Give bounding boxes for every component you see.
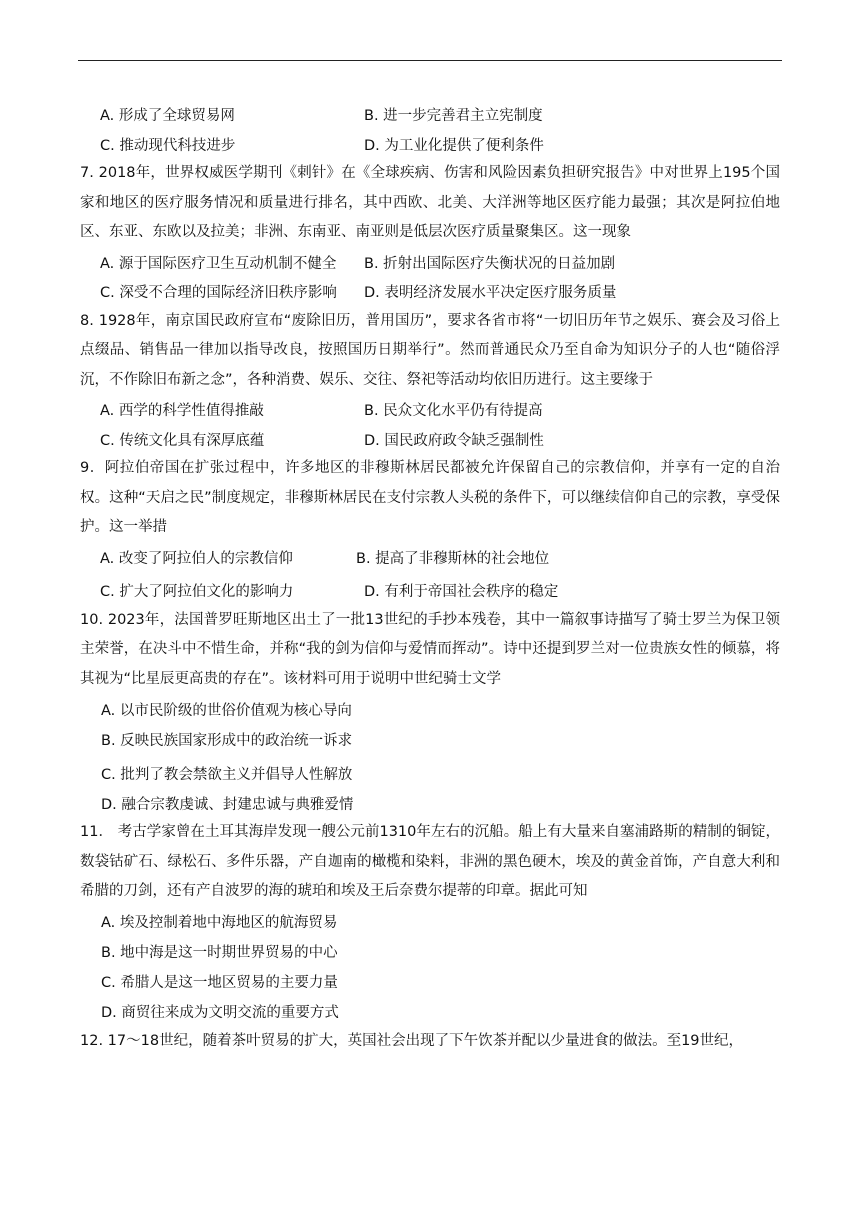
option-d[interactable]: D. 商贸往来成为文明交流的重要方式 [101, 1005, 339, 1021]
option-d[interactable]: D. 有利于帝国社会秩序的稳定 [364, 584, 559, 601]
question-6 [80, 100, 780, 159]
option-c[interactable]: C. 传统文化具有深厚底蕴 [100, 432, 265, 449]
option-c[interactable]: C. 深受不合理的国际经济旧秩序影响 [100, 285, 337, 302]
option-a[interactable]: A. 以市民阶级的世俗价值观为核心导向 [101, 702, 352, 719]
option-b[interactable]: B. 民众文化水平仍有待提高 [364, 403, 543, 420]
question-11 [80, 818, 780, 1027]
option-d[interactable]: D. 融合宗教虔诚、封建忠诚与典雅爱情 [101, 796, 354, 813]
option-b[interactable]: B. 进一步完善君主立宪制度 [364, 108, 543, 125]
option-b[interactable]: B. 折射出国际医疗失衡状况的日益加剧 [364, 255, 616, 272]
option-a[interactable]: A. 改变了阿拉伯人的宗教信仰 [100, 550, 293, 567]
question-stem: 12. 17～18世纪，随着茶叶贸易的扩大，英国社会出现了下午饮茶并配以少量进食的做法。至19世纪， [80, 1032, 744, 1049]
question-12 [80, 1027, 780, 1057]
option-row [80, 395, 780, 425]
option-c[interactable]: C. 希腊人是这一地区贸易的主要力量 [101, 975, 338, 991]
question-stem: 7. 2018年，世界权威医学期刊《剌针》在《全球疾病、伤害和风险因素负担研究报告》中对世界上195个国家和地区的医疗服务情况和质量进行排名，其中西欧、北美、大洋洲等地区医疗能力最强；其次是阿拉伯地区、东亚、东欧以及拉美；非洲、东南亚、南亚则是低层次医疗质量聚集区。这一现象 [80, 165, 780, 240]
option-row [80, 425, 780, 455]
option-c[interactable]: C. 推动现代科技进步 [100, 137, 236, 154]
question-10 [80, 606, 780, 819]
option-b[interactable]: B. 地中海是这一时期世界贸易的中心 [101, 945, 338, 961]
question-stem: 8. 1928年，南京国民政府宣布“废除旧历，普用国历”，要求各省市将“一切旧历年节之娱乐、赛会及习俗上点缀品、销售品一律加以指导改良，按照国历日期举行”。然而普通民众乃至自命为知识分子的人也“随俗浮沉，不作除旧布新之念”，各种消费、娱乐、交往、祭祀等活动均依旧历进行。这主要缘于 [80, 312, 780, 388]
option-row [80, 100, 780, 130]
option-d[interactable]: D. 表明经济发展水平决定医疗服务质量 [364, 285, 617, 302]
option-a[interactable]: A. 西学的科学性值得推敲 [100, 403, 264, 420]
option-row [80, 130, 780, 160]
option-a[interactable]: A. 埃及控制着地中海地区的航海贸易 [101, 915, 338, 931]
option-d[interactable]: D. 为工业化提供了便利条件 [364, 137, 544, 154]
question-stem: 10. 2023年，法国普罗旺斯地区出土了一批13世纪的手抄本残卷，其中一篇叙事诗描写了骑士罗兰为保卫领主荣誉，在决斗中不惜生命，并称“我的剑为信仰与爱情而挥动”。诗中还提到罗兰对一位贵族女性的倾慕，将其视为“比星辰更高贵的存在”。该材料可用于说明中世纪骑士文学 [80, 611, 780, 687]
question-stem: 11． 考古学家曾在土耳其海岸发现一艘公元前1310年左右的沉船。船上有大量来自塞浦路斯的精制的铜锭，数袋钴矿石、绿松石、多件乐器，产自迦南的橄榄和染料，非洲的黑色硬木，埃及的黄金首饰，产自意大利和希腊的刀剑，还有产自波罗的海的琥珀和埃及王后奈费尔提蒂的印章。据此可知 [80, 824, 780, 899]
question-8 [80, 307, 780, 455]
option-b[interactable]: B. 提高了非穆斯林的社会地位 [356, 550, 550, 567]
option-c[interactable]: C. 批判了教会禁欲主义并倡导人性解放 [101, 766, 353, 783]
header-rule [78, 60, 782, 61]
option-b[interactable]: B. 反映民族国家形成中的政治统一诉求 [101, 732, 353, 749]
option-a[interactable]: A. 源于国际医疗卫生互动机制不健全 [100, 255, 337, 272]
question-stem: 9．阿拉伯帝国在扩张过程中，许多地区的非穆斯林居民都被允许保留自己的宗教信仰，并享有一定的自治权。这种“天启之民”制度规定，非穆斯林居民在支付宗教人头税的条件下，可以继续信仰自己的宗教，享受保护。这一举措 [80, 460, 780, 535]
option-a[interactable]: A. 形成了全球贸易网 [100, 108, 235, 125]
option-d[interactable]: D. 国民政府政令缺乏强制性 [364, 432, 544, 449]
question-7 [80, 159, 780, 307]
option-row [80, 277, 780, 307]
question-9 [80, 454, 780, 606]
option-row [80, 576, 780, 606]
option-row [80, 543, 780, 573]
option-c[interactable]: C. 扩大了阿拉伯文化的影响力 [100, 584, 294, 601]
option-row [80, 248, 780, 278]
exam-content [80, 100, 780, 1056]
